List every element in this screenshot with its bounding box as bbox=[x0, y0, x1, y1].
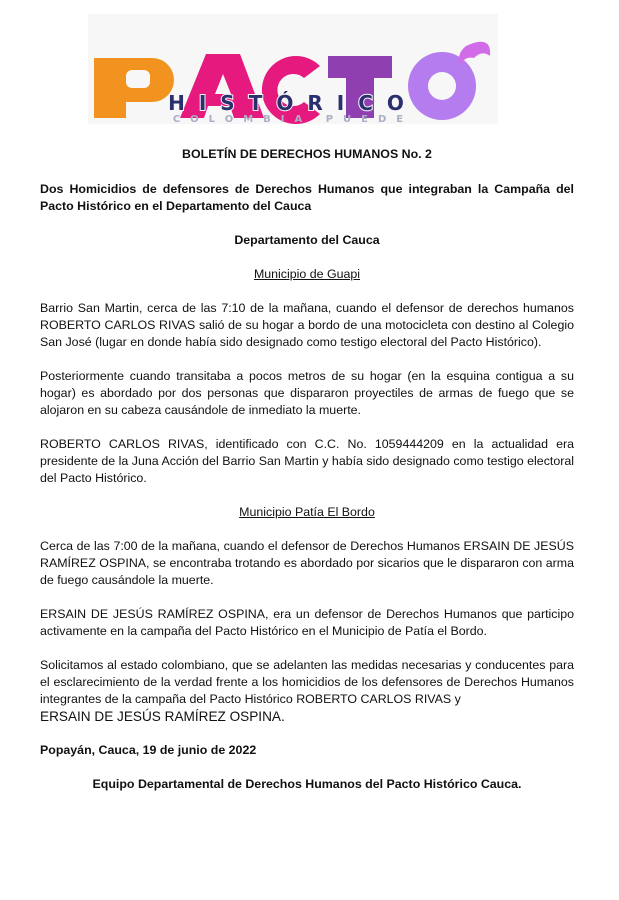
pacto-historico-logo bbox=[88, 14, 498, 124]
paragraph-6-end: ERSAIN DE JESÚS RAMÍREZ OSPINA. bbox=[40, 709, 285, 724]
municipality-guapi-heading: Municipio de Guapi bbox=[253, 267, 361, 281]
document-body bbox=[40, 146, 574, 793]
paragraph-3: ROBERTO CARLOS RIVAS, identificado con C.C. No. 1059444209 en la actualidad era presidente de la Juna Acción del Barrio San Martin y había sido designado como testigo electoral del Pacto Histórico. bbox=[40, 437, 574, 485]
bulletin-heading: BOLETÍN DE DERECHOS HUMANOS No. 2 bbox=[182, 147, 432, 161]
logo-letter-p-hole bbox=[126, 70, 150, 88]
municipality-patia-heading: Municipio Patía El Bordo bbox=[239, 505, 375, 519]
logo-tagline: COLOMBIA PUEDE bbox=[172, 114, 414, 124]
logo-subtitle: HISTÓRICO bbox=[168, 91, 418, 115]
paragraph-6: Solicitamos al estado colombiano, que se adelanten las medidas necesarias y conducentes para el esclarecimiento de la verdad frente a los homicidios de los defensores de Derechos Humanos integrantes de la campaña del Pacto Histórico ROBERTO CARLOS RIVAS y bbox=[40, 658, 574, 706]
logo-graphic bbox=[88, 14, 498, 124]
department-heading: Departamento del Cauca bbox=[234, 233, 380, 247]
paragraph-1: Barrio San Martin, cerca de las 7:10 de la mañana, cuando el defensor de derechos humanos ROBERTO CARLOS RIVAS salió de su hogar a bordo de una motocicleta con destino al Colegio San José (lugar en donde había sido designado como testigo electoral del Pacto Histórico). bbox=[40, 301, 574, 349]
paragraph-2: Posteriormente cuando transitaba a pocos metros de su hogar (en la esquina contigua a su hogar) es abordado por dos personas que dispararon proyectiles de armas de fuego que se alojaron en su cabeza causándole de inmediato la muerte. bbox=[40, 369, 574, 417]
paragraph-4: Cerca de las 7:00 de la mañana, cuando el defensor de Derechos Humanos ERSAIN DE JESÚS RAMÍREZ OSPINA, se encontraba trotando es abordado por sicarios que le dispararon con arma de fuego causándole la muerte. bbox=[40, 539, 574, 587]
signature: Equipo Departamental de Derechos Humanos del Pacto Histórico Cauca. bbox=[92, 777, 522, 791]
place-date: Popayán, Cauca, 19 de junio de 2022 bbox=[40, 743, 257, 757]
bulletin-subheading: Dos Homicidios de defensores de Derechos Humanos que integraban la Campaña del Pacto Histórico en el Departamento del Cauca bbox=[40, 182, 574, 213]
paragraph-5: ERSAIN DE JESÚS RAMÍREZ OSPINA, era un defensor de Derechos Humanos que participo activamente en la campaña del Pacto Histórico en el Municipio de Patía el Bordo. bbox=[40, 607, 574, 638]
